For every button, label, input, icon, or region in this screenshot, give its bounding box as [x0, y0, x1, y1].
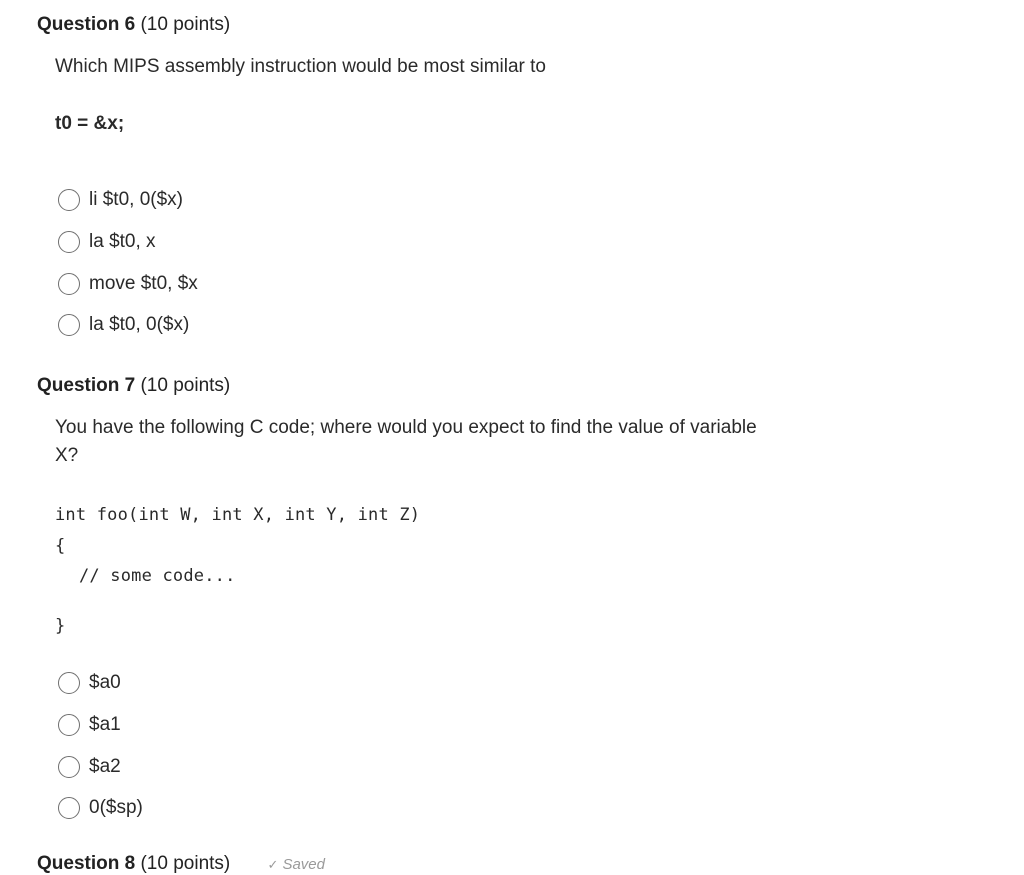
code-line-close-brace: } [55, 616, 66, 636]
q6-option-3-label: move $t0, $x [89, 273, 198, 294]
q7-option-1-label: $a0 [89, 672, 121, 693]
question-8-points: (10 points) [140, 853, 231, 874]
radio-button[interactable] [58, 189, 80, 211]
question-7-prompt-line-2: X? [55, 445, 79, 466]
q7-option-3-label: $a2 [89, 756, 121, 777]
radio-button[interactable] [58, 756, 80, 778]
radio-button[interactable] [58, 231, 80, 253]
question-6-points: (10 points) [140, 14, 231, 35]
check-icon: ✓ [267, 857, 279, 872]
radio-button[interactable] [58, 797, 80, 819]
question-6-prompt: Which MIPS assembly instruction would be most similar to [55, 56, 546, 77]
q6-option-2[interactable] [58, 229, 156, 255]
q7-option-2[interactable] [58, 712, 121, 738]
question-6-title: Question 6 [37, 14, 136, 35]
code-line-open-brace: { [55, 536, 66, 556]
q6-option-2-label: la $t0, x [89, 231, 156, 252]
radio-button[interactable] [58, 273, 80, 295]
saved-status [268, 856, 325, 873]
code-line-comment: // some code... [79, 566, 236, 586]
q6-option-1[interactable] [58, 187, 183, 213]
radio-button[interactable] [58, 672, 80, 694]
question-7-header [37, 374, 230, 398]
q7-option-4[interactable] [58, 795, 143, 821]
q6-option-4[interactable] [58, 312, 189, 338]
radio-button[interactable] [58, 314, 80, 336]
q7-option-1[interactable] [58, 670, 121, 696]
q7-option-3[interactable] [58, 754, 121, 780]
question-8-title: Question 8 [37, 853, 136, 874]
question-8-header [37, 853, 325, 875]
question-6-code: t0 = &x; [55, 113, 125, 134]
code-line-signature: int foo(int W, int X, int Y, int Z) [55, 505, 421, 525]
saved-label: Saved [282, 856, 325, 873]
q6-option-4-label: la $t0, 0($x) [89, 314, 190, 335]
q6-option-3[interactable] [58, 271, 198, 297]
q7-option-4-label: 0($sp) [89, 797, 143, 818]
question-6-header [37, 13, 230, 37]
q6-option-1-label: li $t0, 0($x) [89, 189, 183, 210]
question-7-prompt-line-1: You have the following C code; where would you expect to find the value of variable [55, 417, 757, 438]
question-7-points: (10 points) [140, 375, 231, 396]
radio-button[interactable] [58, 714, 80, 736]
q7-option-2-label: $a1 [89, 714, 121, 735]
question-7-title: Question 7 [37, 375, 136, 396]
